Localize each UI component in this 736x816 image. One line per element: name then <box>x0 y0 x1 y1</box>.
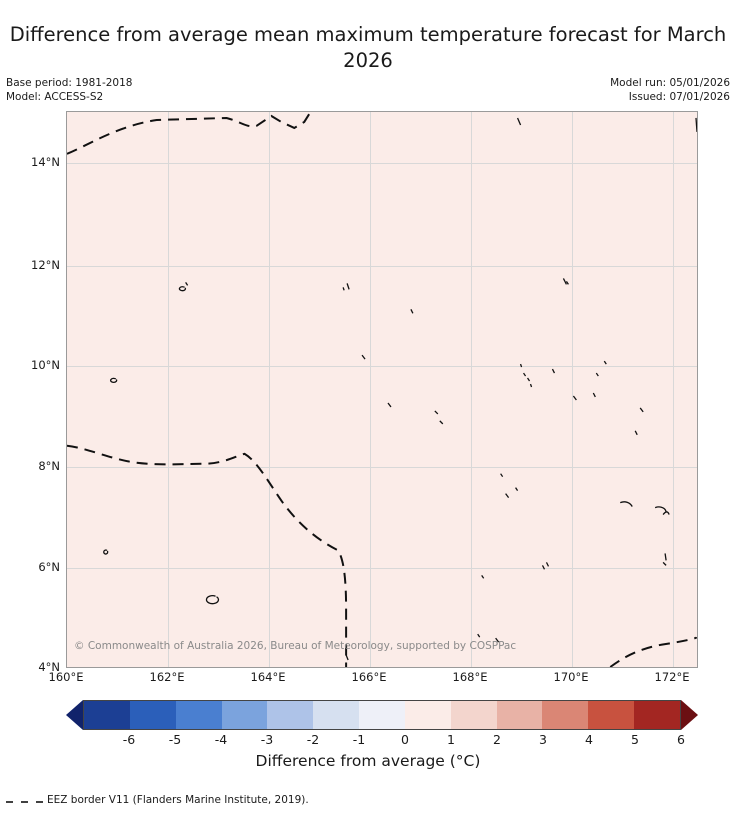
model-run-text: Model run: 05/01/2026 <box>610 77 730 89</box>
xtick-label: 160°E <box>48 670 84 684</box>
colorbar-cell <box>267 701 313 729</box>
colorbar-tick: -4 <box>214 732 228 747</box>
coastline-outlines <box>104 118 697 660</box>
colorbar-tick: -1 <box>352 732 366 747</box>
colorbar-label: Difference from average (°C) <box>255 752 481 770</box>
xtick-label: 162°E <box>149 670 185 684</box>
footnote-text: EEZ border V11 (Flanders Marine Institute, 2019). <box>47 794 309 806</box>
xtick-label: 172°E <box>654 670 690 684</box>
colorbar-cell <box>222 701 268 729</box>
ytick-label: 6°N <box>38 560 60 574</box>
metadata-right <box>610 76 730 104</box>
colorbar-tick: 4 <box>585 732 593 747</box>
page-title: Difference from average mean maximum temperature forecast for March 2026 <box>9 23 727 72</box>
colorbar-tick: 5 <box>631 732 639 747</box>
colorbar <box>66 700 698 747</box>
issued-text: Issued: 07/01/2026 <box>628 91 730 103</box>
xtick-label: 166°E <box>351 670 387 684</box>
colorbar-over-arrow <box>681 700 698 730</box>
colorbar-tick: -3 <box>260 732 274 747</box>
colorbar-gradient <box>83 700 681 730</box>
colorbar-tick: 1 <box>447 732 455 747</box>
copyright-text: © Commonwealth of Australia 2026, Bureau of Meteorology, supported by COSPPac <box>74 640 517 652</box>
colorbar-cell <box>588 701 634 729</box>
colorbar-cell <box>634 701 680 729</box>
ytick-label: 4°N <box>38 660 60 674</box>
colorbar-tick: -6 <box>122 732 136 747</box>
colorbar-cell <box>542 701 588 729</box>
colorbar-cell <box>84 701 130 729</box>
xtick-label: 164°E <box>250 670 286 684</box>
colorbar-tick: -2 <box>306 732 320 747</box>
colorbar-cell <box>176 701 222 729</box>
ytick-label: 12°N <box>31 258 60 272</box>
colorbar-cell <box>130 701 176 729</box>
xtick-label: 170°E <box>553 670 589 684</box>
colorbar-cell <box>313 701 359 729</box>
ytick-label: 8°N <box>38 459 60 473</box>
map-plot-area <box>66 111 698 668</box>
colorbar-cell <box>359 701 405 729</box>
metadata-left <box>6 76 132 104</box>
colorbar-tick: 0 <box>401 732 409 747</box>
colorbar-tick: 6 <box>677 732 685 747</box>
colorbar-tick: 3 <box>539 732 547 747</box>
colorbar-under-arrow <box>66 700 83 730</box>
colorbar-tick: -5 <box>168 732 182 747</box>
ytick-label: 14°N <box>31 155 60 169</box>
model-text: Model: ACCESS-S2 <box>6 91 104 103</box>
eez-border-line <box>67 114 697 667</box>
colorbar-cell <box>405 701 451 729</box>
colorbar-cell <box>451 701 497 729</box>
base-period-text: Base period: 1981-2018 <box>6 77 133 89</box>
colorbar-tick: 2 <box>493 732 501 747</box>
xtick-label: 168°E <box>452 670 488 684</box>
ytick-label: 10°N <box>31 358 60 372</box>
map-overlay <box>67 112 697 667</box>
colorbar-cell <box>497 701 543 729</box>
